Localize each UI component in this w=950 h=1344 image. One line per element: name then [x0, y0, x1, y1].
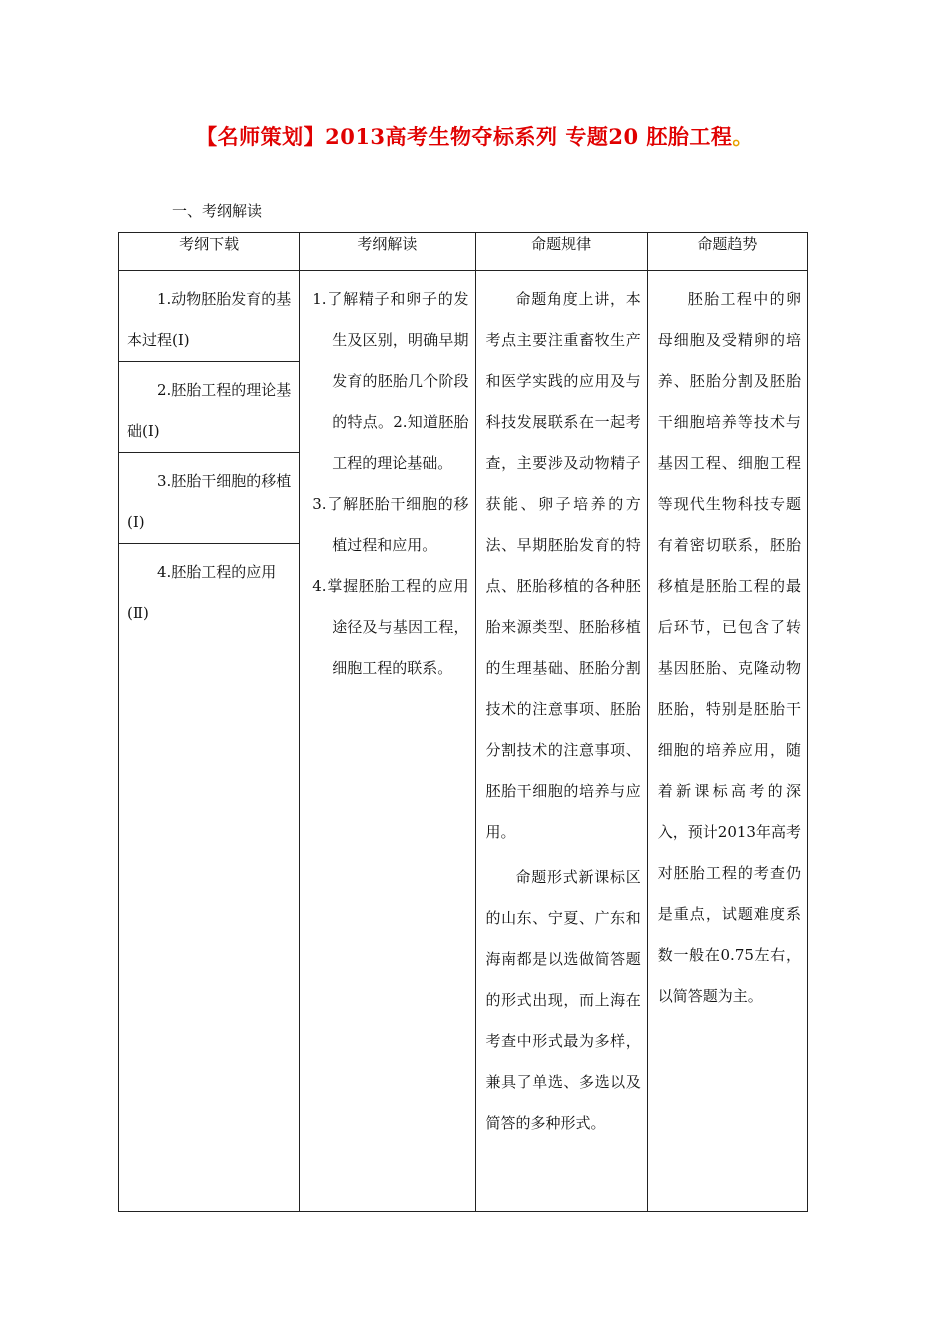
interpretation-item: 3.了解胚胎干细胞的移植过程和应用。: [312, 495, 469, 554]
download-cell-4: [119, 544, 300, 1212]
pattern-paragraph: 命题形式新课标区的山东、宁夏、广东和海南都是以选做简答题的形式出现，而上海在考查中形式最为多样，兼具了单选、多选以及简答的多种形式。: [485, 868, 641, 1132]
download-item: 1.动物胚胎发育的基本过程(Ⅰ): [127, 290, 292, 349]
table-row: [119, 271, 808, 362]
pattern-paragraph: 命题角度上讲，本考点主要注重畜牧生产和医学实践的应用及与科技发展联系在一起考查，主要涉及动物精子获能、卵子培养的方法、早期胚胎发育的特点、胚胎移植的各种胚胎来源类型、胚胎移植的生理基础、胚胎分割技术的注意事项、胚胎分割技术的注意事项、胚胎干细胞的培养与应用。: [485, 290, 641, 841]
header-download: 考纲下载: [119, 233, 300, 271]
trend-cell: [647, 271, 807, 1212]
interpretation-item: 4.掌握胚胎工程的应用途径及与基因工程，细胞工程的联系。: [312, 577, 469, 677]
interpretation-list: [300, 271, 474, 689]
outline-table: [118, 232, 808, 1212]
section-heading: 一、考纲解读: [172, 202, 263, 220]
download-cell-2: [119, 362, 300, 453]
download-item: 2.胚胎工程的理论基础(Ⅰ): [127, 381, 292, 440]
trend-paragraph: 胚胎工程中的卵母细胞及受精卵的培养、胚胎分割及胚胎干细胞培养等技术与基因工程、细胞工程等现代生物科技专题有着密切联系，胚胎移植是胚胎工程的最后环节，已包含了转基因胚胎、克隆动物胚胎，特别是胚胎干细胞的培养应用，随着新课标高考的深入，预计2013年高考对胚胎工程的考查仍是重点，试题难度系数一般在0.75左右，以简答题为主。: [657, 290, 801, 1005]
title-mark: 。: [732, 124, 754, 149]
download-item: 3.胚胎干细胞的移植(Ⅰ): [127, 472, 292, 531]
interpretation-cell: [300, 271, 475, 1212]
document-title: 【名师策划】2013高考生物夺标系列 专题20 胚胎工程。: [196, 124, 754, 149]
pattern-cell: [475, 271, 647, 1212]
table-header-row: [119, 233, 808, 271]
download-cell-1: [119, 271, 300, 362]
header-interpretation: 考纲解读: [300, 233, 475, 271]
header-pattern: 命题规律: [475, 233, 647, 271]
download-item: 4.胚胎工程的应用(Ⅱ): [127, 563, 277, 622]
interpretation-item: 1.了解精子和卵子的发生及区别，明确早期发育的胚胎几个阶段的特点。2.知道胚胎工程的理论基础。: [312, 290, 469, 472]
download-cell-3: [119, 453, 300, 544]
header-trend: 命题趋势: [647, 233, 807, 271]
